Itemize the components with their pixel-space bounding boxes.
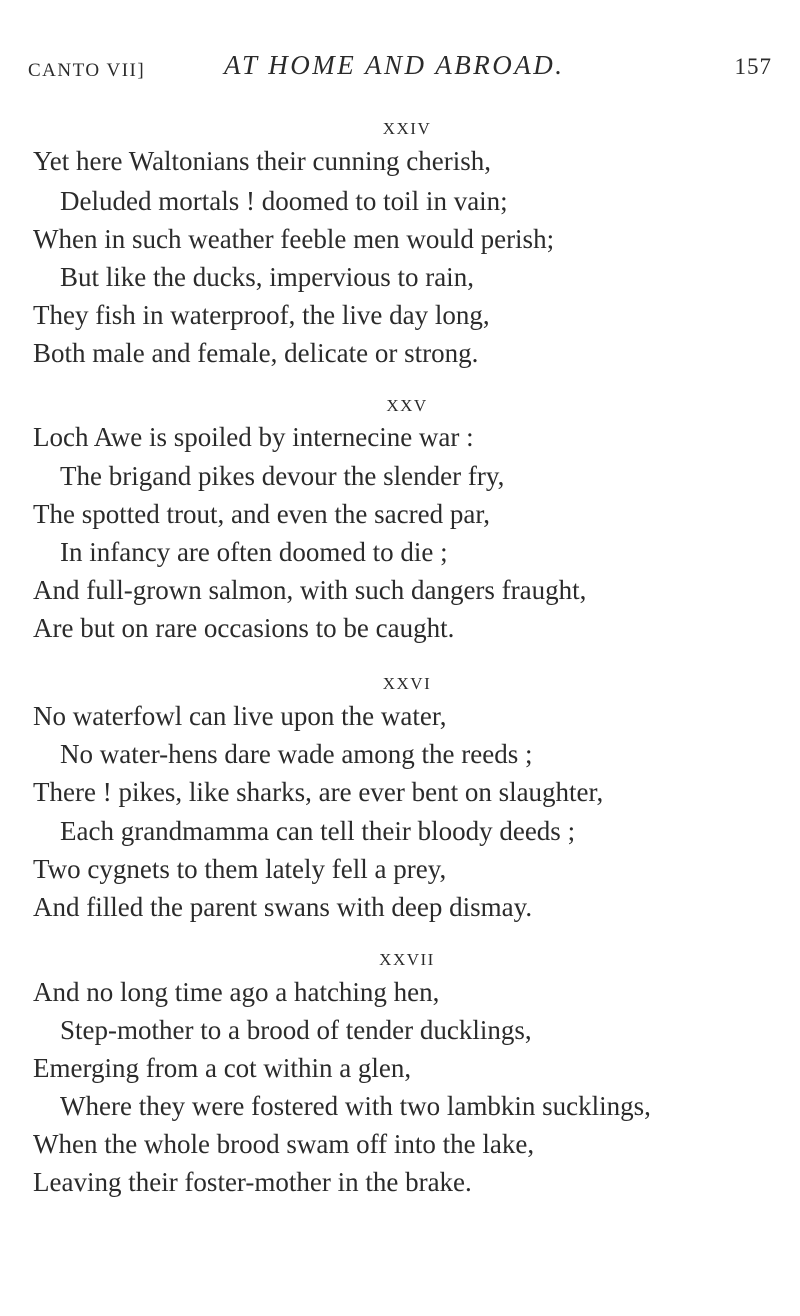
verse-line: Each grandmamma can tell their bloody deeds ; (60, 816, 576, 846)
verse-line: Where they were fostered with two lambkin sucklings, (60, 1091, 651, 1121)
page-title: AT HOME AND ABROAD. (224, 50, 565, 80)
verse-line: No water-hens dare wade among the reeds ; (60, 739, 533, 769)
stanza-number: XXVII (379, 950, 435, 969)
stanza-number: XXV (386, 396, 428, 415)
verse-line: Are but on rare occasions to be caught. (33, 613, 455, 643)
page-number: 157 (734, 54, 772, 79)
verse-line: In infancy are often doomed to die ; (60, 537, 448, 567)
verse-line: The spotted trout, and even the sacred par, (33, 499, 490, 529)
verse-line: When the whole brood swam off into the lake, (33, 1129, 535, 1159)
stanza-number: XXIV (382, 119, 432, 138)
verse-line: And filled the parent swans with deep dismay. (33, 892, 533, 922)
verse-line: Both male and female, delicate or strong. (33, 338, 479, 368)
verse-line: Deluded mortals ! doomed to toil in vain; (60, 186, 508, 216)
running-head (28, 50, 780, 90)
verse-line: Loch Awe is spoiled by internecine war : (33, 422, 474, 452)
verse-line: Leaving their foster-mother in the brake. (33, 1167, 472, 1197)
verse-line: When in such weather feeble men would perish; (33, 224, 555, 254)
verse-line: They fish in waterproof, the live day long, (33, 300, 490, 330)
verse-line: No waterfowl can live upon the water, (33, 701, 447, 731)
verse-line: And full-grown salmon, with such dangers fraught, (33, 575, 587, 605)
verse-line: There ! pikes, like sharks, are ever bent on slaughter, (33, 777, 604, 807)
verse-line: Yet here Waltonians their cunning cherish, (33, 146, 491, 176)
stanza-number: XXVI (382, 674, 432, 693)
verse-line: Two cygnets to them lately fell a prey, (33, 854, 447, 884)
verse-line: Step-mother to a brood of tender ducklings, (60, 1015, 532, 1045)
canto-label: CANTO VII] (28, 60, 146, 81)
verse-line: And no long time ago a hatching hen, (33, 977, 440, 1007)
verse-line: Emerging from a cot within a glen, (33, 1053, 412, 1083)
verse-line: The brigand pikes devour the slender fry, (60, 461, 505, 491)
verse-line: But like the ducks, impervious to rain, (60, 262, 474, 292)
